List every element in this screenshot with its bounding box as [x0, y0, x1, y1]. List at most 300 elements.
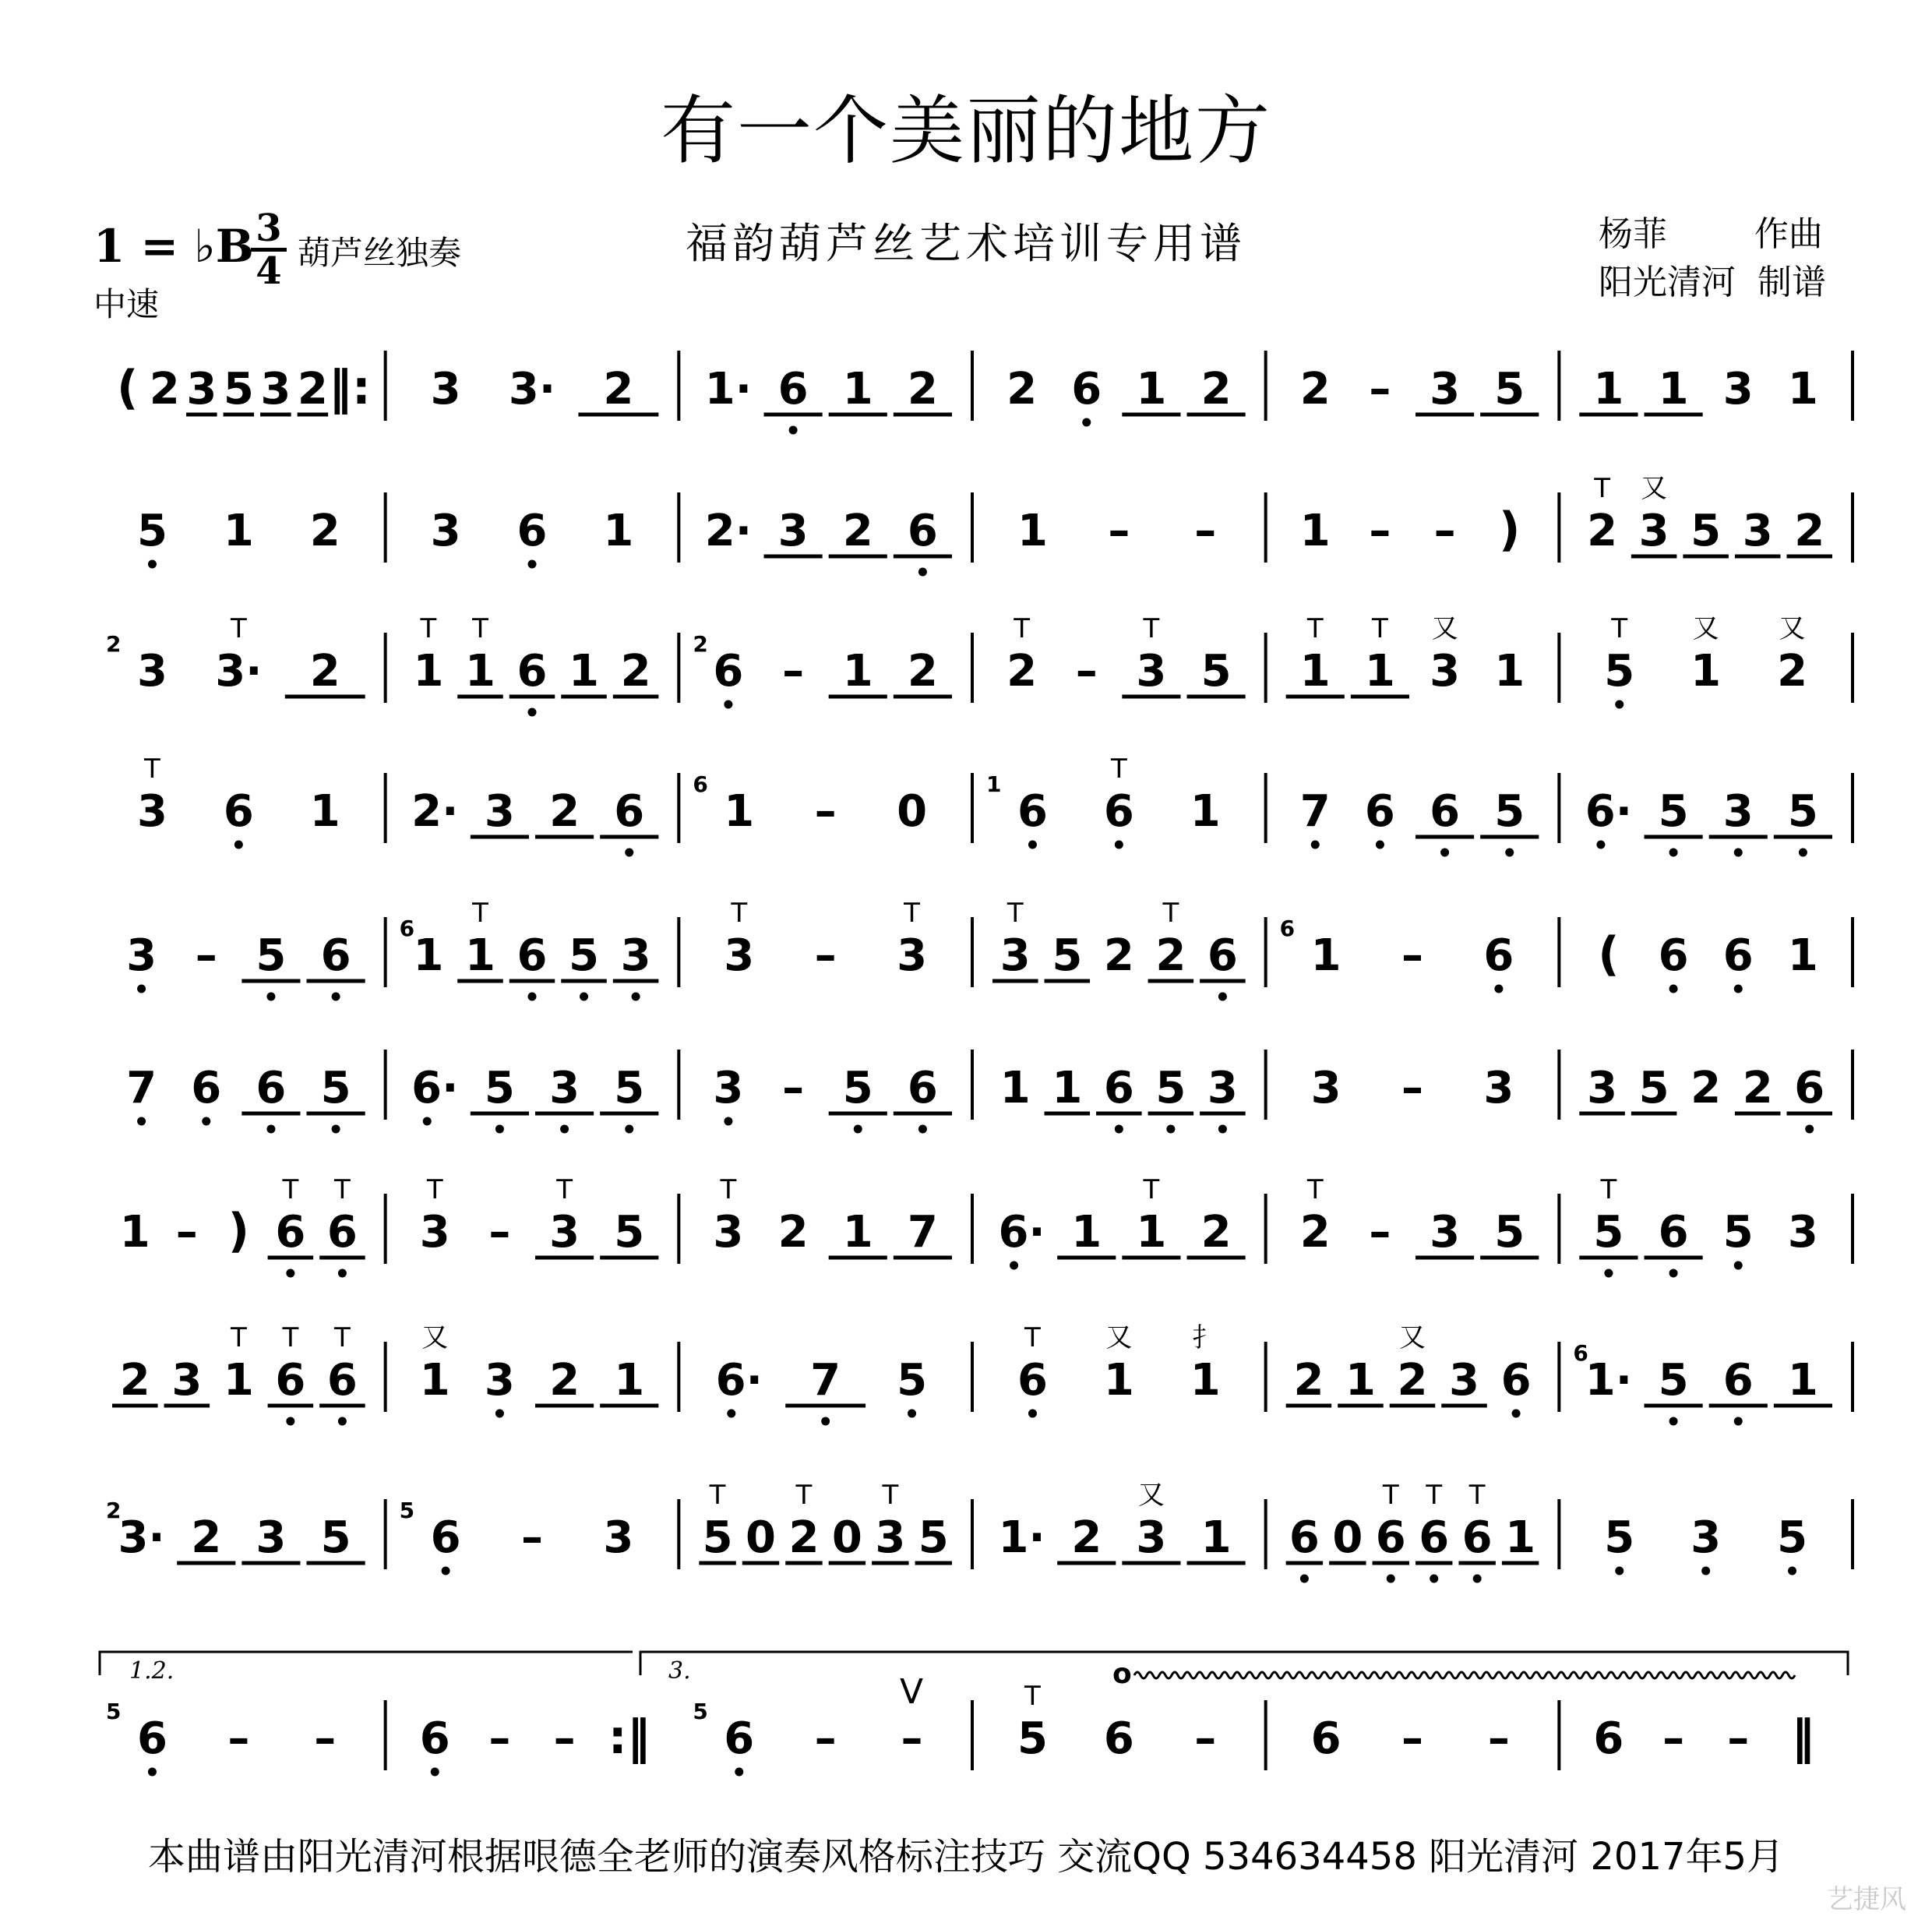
technique-mark: 又	[1399, 1322, 1426, 1353]
note: 1	[842, 1207, 873, 1258]
note: 2	[842, 506, 873, 556]
note: 5	[1604, 1512, 1635, 1563]
note: 3	[256, 1512, 287, 1563]
note: 5	[1787, 786, 1818, 837]
note: 2	[1200, 1207, 1232, 1258]
note: 1	[1364, 646, 1395, 697]
note: 1	[464, 930, 495, 981]
note: 6	[1103, 1063, 1134, 1113]
note: 1	[223, 1355, 254, 1406]
note: 1	[1136, 1207, 1167, 1258]
low-octave-dot	[338, 1269, 347, 1278]
note: 2	[1103, 930, 1134, 981]
note: 3	[419, 1207, 450, 1258]
note: 0	[897, 786, 928, 837]
note: 5	[918, 1512, 949, 1563]
technique-mark: T	[1162, 898, 1179, 929]
low-octave-dot	[1734, 1261, 1743, 1270]
low-octave-dot	[625, 849, 633, 857]
note: –	[1075, 646, 1098, 697]
note: 6	[275, 1207, 306, 1258]
note: 6	[907, 506, 938, 556]
technique-mark: T	[1372, 613, 1388, 644]
technique-mark: T	[731, 898, 748, 929]
low-octave-dot	[1387, 1575, 1395, 1583]
ending-label: 1.2.	[129, 1657, 175, 1685]
note: –	[1401, 1063, 1423, 1113]
note: ‖:	[328, 361, 371, 415]
technique-mark: T	[1143, 1174, 1160, 1205]
note: 5	[256, 930, 287, 981]
technique-mark: T	[282, 1322, 299, 1353]
note: 2	[1007, 646, 1038, 697]
note: 6	[907, 1063, 938, 1113]
technique-mark: T	[904, 898, 920, 929]
note: 5	[1494, 1207, 1525, 1258]
low-octave-dot	[1082, 418, 1091, 427]
note: 3	[1310, 1063, 1341, 1113]
low-octave-dot	[338, 1417, 347, 1426]
low-octave-dot	[137, 985, 146, 993]
technique-mark: T	[1024, 1681, 1041, 1712]
grace-note: 6	[1279, 916, 1296, 941]
note: 5	[1155, 1063, 1186, 1113]
technique-mark: T	[472, 613, 488, 644]
technique-mark: T	[334, 1174, 351, 1205]
note: 5	[1658, 786, 1689, 837]
note: –	[814, 786, 837, 837]
note: :‖	[608, 1710, 650, 1765]
note: 6	[136, 1713, 167, 1764]
note: 5	[320, 1063, 351, 1113]
note: 1	[119, 1207, 150, 1258]
note: –	[314, 1713, 337, 1764]
note: 6·	[715, 1355, 763, 1406]
low-octave-dot	[1604, 1269, 1613, 1278]
note: 6	[1375, 1512, 1406, 1563]
low-octave-dot	[1115, 1125, 1123, 1134]
note: 1	[309, 786, 340, 837]
low-octave-dot	[1734, 985, 1743, 993]
note: –	[195, 930, 217, 981]
footer-note: 本曲谱由阳光清河根据哏德全老师的演奏风格标注技巧 交流QQ 534634458 阳光清河 2017年5月	[147, 1835, 1785, 1879]
note: 6	[1658, 1207, 1689, 1258]
note: –	[1662, 1713, 1685, 1764]
low-octave-dot	[1311, 841, 1320, 849]
note: 5	[702, 1512, 733, 1563]
note: –	[1487, 1713, 1510, 1764]
note: 6	[777, 364, 809, 415]
note: –	[1369, 1207, 1391, 1258]
note: 3	[620, 930, 651, 981]
note: 6	[1430, 786, 1461, 837]
note: 1	[413, 646, 444, 697]
low-octave-dot	[495, 1410, 504, 1418]
note: 3	[484, 786, 515, 837]
grace-note: 5	[106, 1699, 122, 1724]
note: 1	[724, 786, 755, 837]
note: 5	[223, 364, 254, 415]
note: 6	[326, 1207, 358, 1258]
low-octave-dot	[137, 1117, 146, 1126]
note: 6	[326, 1355, 358, 1406]
low-octave-dot	[727, 1410, 735, 1418]
low-octave-dot	[1505, 849, 1514, 857]
note: 1	[1505, 1512, 1536, 1563]
low-octave-dot	[1300, 1575, 1309, 1583]
note: 3	[549, 1063, 580, 1113]
note: 6	[1500, 1355, 1532, 1406]
note: 3	[1430, 1207, 1461, 1258]
low-octave-dot	[724, 1117, 732, 1126]
note: 3	[777, 506, 809, 556]
note: 6	[516, 506, 548, 556]
grace-note: 1	[986, 771, 1002, 797]
low-octave-dot	[1615, 1567, 1624, 1575]
note: 1	[569, 646, 600, 697]
low-octave-dot	[735, 1768, 743, 1777]
note: –	[1108, 506, 1130, 556]
note: 2	[1155, 930, 1186, 981]
note: 3	[136, 646, 167, 697]
low-octave-dot	[1669, 849, 1678, 857]
note: 5	[1494, 364, 1525, 415]
note: 6	[1289, 1512, 1320, 1563]
low-octave-dot	[528, 993, 537, 1001]
note: 6	[256, 1063, 287, 1113]
note: 6	[1207, 930, 1238, 981]
note: 3	[713, 1207, 744, 1258]
technique-mark: T	[334, 1322, 351, 1353]
note: 1	[842, 364, 873, 415]
tremolo-mark: o	[1112, 1658, 1132, 1690]
note: 6	[713, 646, 744, 697]
technique-mark: T	[230, 613, 247, 644]
note: 3	[1207, 1063, 1238, 1113]
note: (	[117, 361, 139, 415]
note: 3	[1136, 646, 1167, 697]
note: –	[782, 646, 805, 697]
low-octave-dot	[332, 993, 340, 1001]
note: 3	[186, 364, 217, 415]
note: 0	[831, 1512, 862, 1563]
note: 1	[1787, 1355, 1818, 1406]
note: 6	[275, 1355, 306, 1406]
note: 7	[1299, 786, 1331, 837]
low-octave-dot	[1440, 849, 1449, 857]
note: 6	[1483, 930, 1514, 981]
note: 3	[126, 930, 157, 981]
low-octave-dot	[1734, 1417, 1743, 1426]
note: 6	[1071, 364, 1102, 415]
note: 1	[1299, 506, 1331, 556]
note: 5	[484, 1063, 515, 1113]
note: 3	[549, 1207, 580, 1258]
note: 3	[1638, 506, 1669, 556]
note: 5	[569, 930, 600, 981]
low-octave-dot	[1218, 1125, 1227, 1134]
note: 1	[1787, 930, 1818, 981]
meter-top: 3	[256, 206, 282, 250]
page-title: 有一个美丽的地方	[661, 87, 1271, 175]
note: 3	[875, 1512, 906, 1563]
note: 1·	[1585, 1355, 1633, 1406]
note: 6	[223, 786, 254, 837]
note: 6	[430, 1512, 461, 1563]
note: 6	[1017, 786, 1048, 837]
watermark-logo: 艺捷风	[1827, 1884, 1906, 1915]
note: )	[1499, 503, 1521, 557]
low-octave-dot	[266, 993, 275, 1001]
note: 2	[549, 1355, 580, 1406]
note: 3	[999, 930, 1031, 981]
technique-mark: 扌	[1192, 1322, 1219, 1353]
note: 3	[1483, 1063, 1514, 1113]
low-octave-dot	[1218, 993, 1227, 1001]
technique-mark: T	[230, 1322, 247, 1353]
note: 1·	[704, 364, 753, 415]
low-octave-dot	[1805, 1125, 1814, 1134]
note: 1	[603, 506, 634, 556]
low-octave-dot	[286, 1269, 294, 1278]
low-octave-dot	[1615, 700, 1624, 709]
technique-mark: T	[282, 1174, 299, 1205]
note: 6·	[1585, 786, 1633, 837]
technique-mark: T	[1468, 1480, 1486, 1511]
note: 2	[309, 646, 340, 697]
low-octave-dot	[918, 1125, 927, 1134]
composer-credit: 杨菲 作曲	[1599, 214, 1823, 254]
low-octave-dot	[580, 993, 588, 1001]
note: 1	[1052, 1063, 1083, 1113]
note: 1	[1690, 646, 1722, 697]
note: 0	[746, 1512, 776, 1563]
note: 2	[149, 364, 180, 415]
note: 1	[1200, 1512, 1232, 1563]
technique-mark: T	[882, 1480, 899, 1511]
note: 1	[413, 930, 444, 981]
note: 3	[1449, 1355, 1480, 1406]
note: –	[901, 1713, 923, 1764]
note: 2	[1777, 646, 1808, 697]
note: 3	[897, 930, 928, 981]
note: 3·	[508, 364, 556, 415]
note: –	[1401, 1713, 1423, 1764]
note: 1·	[998, 1512, 1045, 1563]
note: 3	[171, 1355, 203, 1406]
low-octave-dot	[423, 1117, 432, 1126]
low-octave-dot	[202, 1117, 210, 1126]
note: 2	[549, 786, 580, 837]
note: –	[1727, 1713, 1750, 1764]
note: 0	[1332, 1512, 1363, 1563]
low-octave-dot	[724, 700, 732, 709]
note: 3	[430, 506, 461, 556]
note: 5	[136, 506, 167, 556]
note: 2	[907, 364, 938, 415]
note: 1	[1136, 364, 1167, 415]
note: –	[175, 1207, 198, 1258]
low-octave-dot	[1494, 985, 1503, 993]
note: –	[1194, 1713, 1217, 1764]
note: 2	[1200, 364, 1232, 415]
note: –	[814, 930, 837, 981]
note: 5	[1604, 646, 1635, 697]
technique-mark: T	[420, 613, 437, 644]
note: 3	[1722, 364, 1754, 415]
low-octave-dot	[1430, 1575, 1438, 1583]
note: 2	[1007, 364, 1038, 415]
note: 6	[1419, 1512, 1450, 1563]
note: 3	[1690, 1512, 1722, 1563]
low-octave-dot	[431, 1768, 439, 1777]
note: 6	[1103, 786, 1134, 837]
note: 3	[724, 930, 755, 981]
note: 6	[516, 646, 548, 697]
technique-mark: 又	[1692, 613, 1719, 644]
instrument-label: 葫芦丝独奏	[298, 234, 462, 272]
note: 3	[430, 364, 461, 415]
low-octave-dot	[234, 841, 243, 849]
low-octave-dot	[332, 1125, 340, 1134]
note: 1	[1017, 506, 1048, 556]
low-octave-dot	[560, 1125, 569, 1134]
subtitle: 福韵葫芦丝艺术培训专用谱	[686, 219, 1246, 268]
note: 2	[191, 1512, 222, 1563]
technique-mark: T	[472, 898, 488, 929]
tempo-marking: 中速	[93, 285, 160, 323]
low-octave-dot	[1028, 841, 1037, 849]
ending-bracket-1	[100, 1652, 633, 1675]
note: 6	[1593, 1713, 1624, 1764]
low-octave-dot	[1788, 1567, 1796, 1575]
note: 5	[614, 1063, 645, 1113]
technique-mark: 又	[1431, 613, 1458, 644]
low-octave-dot	[632, 993, 640, 1001]
low-octave-dot	[528, 708, 537, 717]
technique-mark: T	[1611, 613, 1628, 644]
grace-note: 6	[399, 916, 415, 941]
note: 5	[1690, 506, 1722, 556]
note: 2	[119, 1355, 150, 1406]
low-octave-dot	[1799, 849, 1807, 857]
note: 6	[1017, 1355, 1048, 1406]
note: –	[1433, 506, 1456, 556]
note: 1	[1190, 1355, 1221, 1406]
ending-label: 3.	[668, 1657, 691, 1685]
note: 5	[1200, 646, 1232, 697]
note: 6	[614, 786, 645, 837]
note: 1	[614, 1355, 645, 1406]
note: 6	[320, 930, 351, 981]
note: 5	[1638, 1063, 1669, 1113]
technique-mark: T	[556, 1174, 573, 1205]
technique-mark: 又	[1779, 613, 1806, 644]
low-octave-dot	[1028, 1410, 1037, 1418]
note: 5	[1494, 786, 1525, 837]
note: 3	[1430, 364, 1461, 415]
note: –	[1369, 364, 1391, 415]
note: 3	[1587, 1063, 1618, 1113]
technique-mark: T	[1143, 613, 1160, 644]
note: –	[521, 1512, 543, 1563]
low-octave-dot	[1512, 1410, 1521, 1418]
technique-mark: T	[1007, 898, 1024, 929]
note: 2	[1299, 1207, 1331, 1258]
note: 2·	[704, 506, 753, 556]
grace-note: 2	[693, 631, 708, 657]
note: 2	[1742, 1063, 1773, 1113]
low-octave-dot	[1115, 841, 1123, 849]
low-octave-dot	[495, 1125, 504, 1134]
low-octave-dot	[1473, 1575, 1482, 1583]
technique-mark: T	[1306, 613, 1324, 644]
note: 2	[1071, 1512, 1102, 1563]
note: 6	[1722, 930, 1754, 981]
note: 3	[1787, 1207, 1818, 1258]
note: 3·	[118, 1512, 165, 1563]
low-octave-dot	[286, 1417, 294, 1426]
technique-mark: T	[426, 1174, 443, 1205]
note: 2	[620, 646, 651, 697]
technique-mark: 又	[421, 1322, 449, 1353]
note: 5	[1593, 1207, 1624, 1258]
technique-mark: 又	[1105, 1322, 1133, 1353]
note: 1	[464, 646, 495, 697]
low-octave-dot	[1701, 1567, 1710, 1575]
low-octave-dot	[918, 568, 927, 577]
low-octave-dot	[266, 1125, 275, 1134]
low-octave-dot	[625, 1125, 633, 1134]
note: 1	[1190, 786, 1221, 837]
ending-bracket-2	[640, 1652, 1848, 1675]
note: 3	[713, 1063, 744, 1113]
note: 6	[1310, 1713, 1341, 1764]
technique-mark: T	[1110, 753, 1127, 785]
low-octave-dot	[854, 1125, 862, 1134]
note: 6·	[998, 1207, 1045, 1258]
note: 5	[897, 1355, 928, 1406]
grace-note: 6	[693, 771, 708, 797]
note: 6	[1794, 1063, 1825, 1113]
technique-mark: T	[1024, 1322, 1041, 1353]
note: 3	[1722, 786, 1754, 837]
grace-note: 5	[693, 1699, 708, 1724]
low-octave-dot	[148, 560, 157, 569]
note: 2·	[411, 786, 459, 837]
note: –	[782, 1063, 805, 1113]
technique-mark: T	[1426, 1480, 1443, 1511]
low-octave-dot	[1669, 985, 1678, 993]
note: –	[1401, 930, 1423, 981]
note: 3	[1742, 506, 1773, 556]
note: 2	[1397, 1355, 1428, 1406]
note: 7	[810, 1355, 841, 1406]
grace-note: 5	[399, 1498, 415, 1523]
low-octave-dot	[528, 560, 537, 569]
meter-bottom: 4	[256, 249, 282, 293]
note: ‖	[1791, 1710, 1815, 1765]
low-octave-dot	[148, 1768, 157, 1777]
note: 6	[516, 930, 548, 981]
note: 1	[1071, 1207, 1102, 1258]
low-octave-dot	[1669, 1417, 1678, 1426]
note: 1	[842, 646, 873, 697]
note: –	[1369, 506, 1391, 556]
note: 2	[603, 364, 634, 415]
note: –	[814, 1713, 837, 1764]
note: 7	[126, 1063, 157, 1113]
